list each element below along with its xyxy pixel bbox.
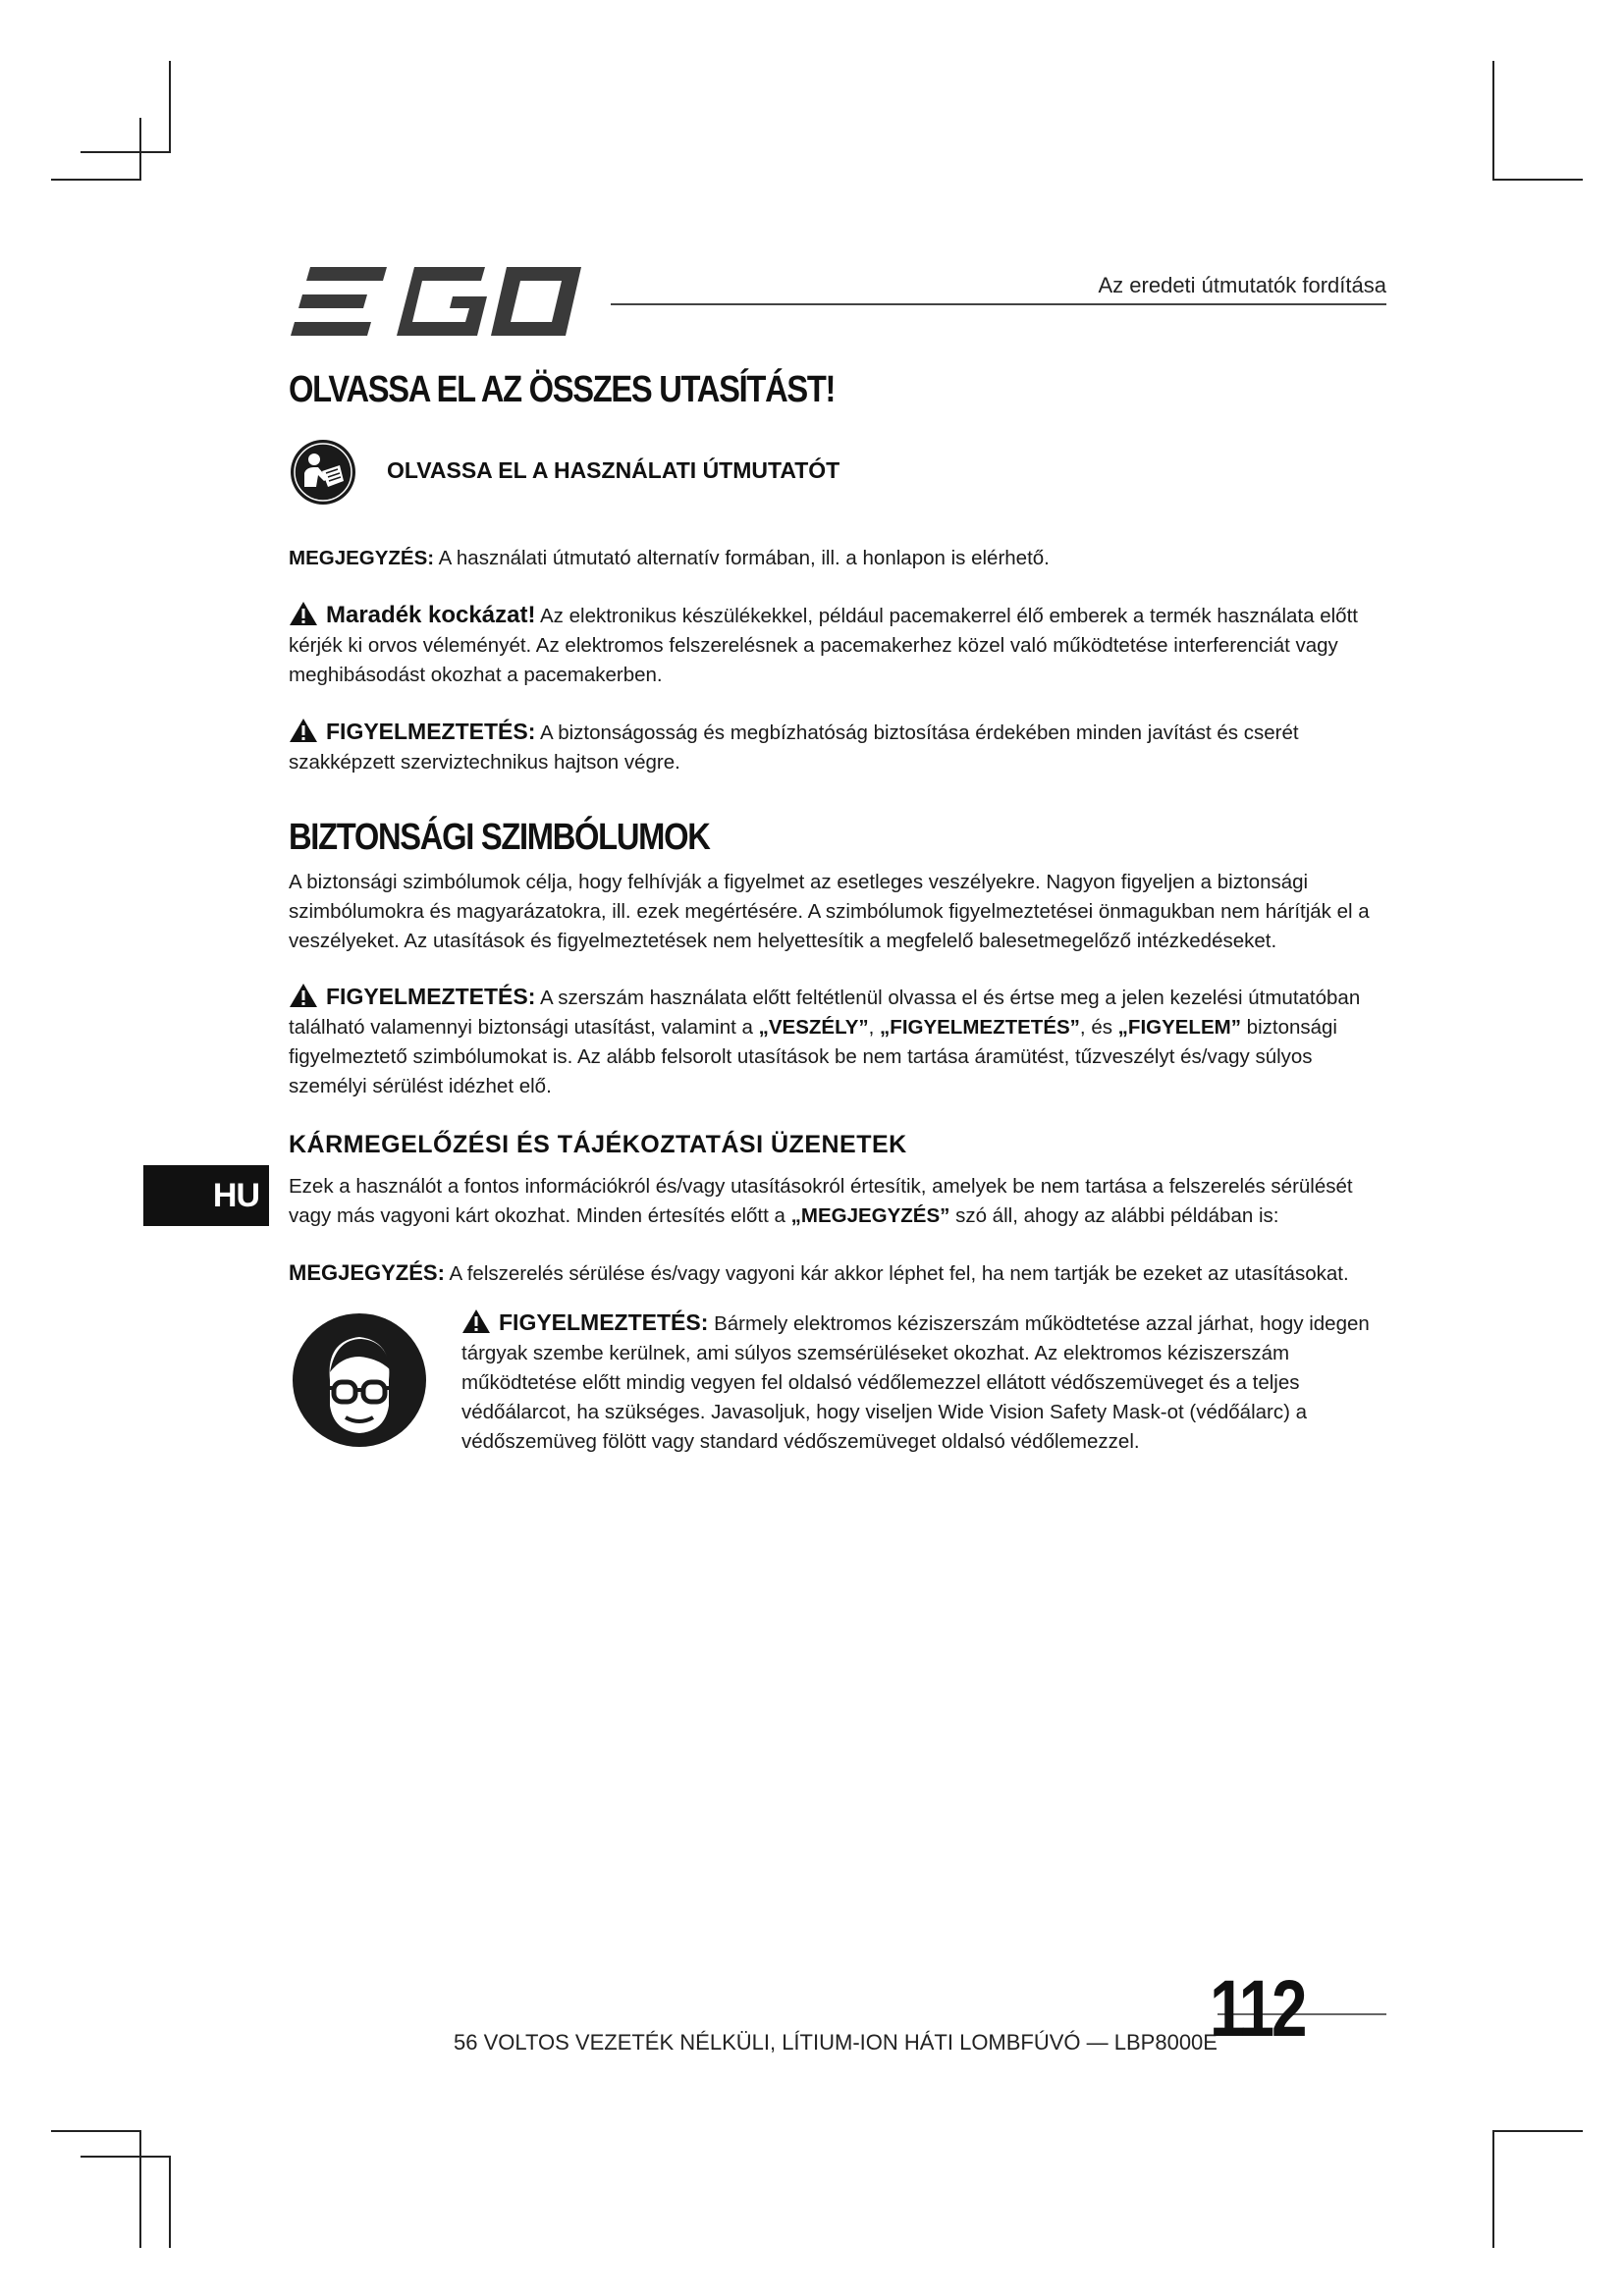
- crop-mark: [51, 2130, 141, 2132]
- section-title-read-all: OLVASSA EL AZ ÖSSZES UTASÍTÁST!: [289, 369, 836, 410]
- damage-prevention-intro: [289, 1172, 1388, 1231]
- section-title-damage-prevention: KÁRMEGELŐZÉSI ÉS TÁJÉKOZTATÁSI ÜZENETEK: [289, 1131, 907, 1158]
- crop-mark: [169, 61, 171, 153]
- page-number: 112: [1210, 1964, 1305, 2054]
- damage-intro-text-2: szó áll, ahogy az alábbi példában is:: [949, 1204, 1279, 1227]
- crop-mark: [51, 179, 141, 181]
- term-danger: „VESZÉLY”: [758, 1016, 869, 1039]
- eye-warning-paragraph: [461, 1308, 1388, 1457]
- warning-triangle-icon: [289, 718, 318, 743]
- crop-mark: [1492, 2130, 1583, 2132]
- residual-risk-label: Maradék kockázat!: [326, 602, 536, 628]
- crop-mark: [81, 2156, 171, 2158]
- symbols-warning-label: FIGYELMEZTETÉS:: [326, 984, 536, 1009]
- section-title-safety-symbols: BIZTONSÁGI SZIMBÓLUMOK: [289, 817, 710, 858]
- warning-triangle-icon: [461, 1308, 491, 1334]
- ego-logo-icon: [289, 265, 583, 338]
- symbols-warning-text-2: biztonsági figyelmeztető szimbólumokat is. Az alább felsorolt utasítások be nem tartása áramütést, tűzveszélyt és/vagy súlyos személyi sérülést idézhet elő.: [289, 1016, 1337, 1097]
- header-subtitle: Az eredeti útmutatók fordítása: [1098, 273, 1386, 297]
- crop-mark: [139, 118, 141, 179]
- term-separator: , és: [1079, 1016, 1118, 1039]
- residual-risk-paragraph: [289, 601, 1388, 690]
- footer-product-name: 56 VOLTOS VEZETÉK NÉLKÜLI, LÍTIUM-ION HÁTI LOMBFÚVÓ — LBP8000E: [454, 2030, 1218, 2055]
- eye-warning-label: FIGYELMEZTETÉS:: [499, 1309, 709, 1335]
- damage-intro-term: „MEGJEGYZÉS”: [790, 1204, 950, 1227]
- service-warning-paragraph: [289, 717, 1388, 777]
- ego-logo: [289, 265, 583, 338]
- note-paragraph: [289, 544, 1388, 573]
- note-text: A használati útmutató alternatív formában, ill. a honlapon is elérhető.: [434, 547, 1050, 569]
- crop-mark: [139, 2130, 141, 2248]
- eye-warning-text: Bármely elektromos kéziszerszám működtetése azzal járhat, hogy idegen tárgyak szembe kerülnek, ami súlyos szemsérüléseket okozhat. Az elektromos kéziszerszám működtetése előtt mindig vegyen fel oldalsó védőlemezzel ellátott védőszemüveget és a teljes védőálarcot, ha szükséges. Javasoljuk, hogy viseljen Wide Vision Safety Mask-ot (védőálarc) a védőszemüveg fölött vagy standard védőszemüveget oldalsó védőlemezzel.: [461, 1312, 1370, 1453]
- term-caution: „FIGYELEM”: [1117, 1016, 1241, 1039]
- eye-protection-icon: [291, 1311, 428, 1449]
- term-warning: „FIGYELMEZTETÉS”: [880, 1016, 1080, 1039]
- damage-note-text: A felszerelés sérülése és/vagy vagyoni kár akkor léphet fel, ha nem tartják be ezeket az utasításokat.: [444, 1262, 1349, 1285]
- crop-mark: [1492, 61, 1494, 179]
- crop-mark: [1492, 2130, 1494, 2248]
- read-manual-label: OLVASSA EL A HASZNÁLATI ÚTMUTATÓT: [387, 457, 840, 483]
- damage-note-label: MEGJEGYZÉS:: [289, 1260, 445, 1285]
- safety-symbols-intro: A biztonsági szimbólumok célja, hogy felhívják a figyelmet az esetleges veszélyekre. Nagyon figyeljen a biztonsági szimbólumokra és magyarázatokra, ill. ezek megértésére. A szimbólumok figyelmeztetései önmagukban nem hárítják el a veszélyeket. Az utasítások és figyelmeztetések nem helyettesítik a megfelelő balesetmegelőző intézkedéseket.: [289, 871, 1370, 952]
- term-separator: ,: [868, 1016, 881, 1039]
- crop-mark: [169, 2156, 171, 2248]
- damage-intro-text-1: Ezek a használót a fontos információkról és/vagy utasításokról értesítik, amelyek be nem tartása a felszerelés sérülését vagy más vagyoni kárt okozhat. Minden értesítés előtt a: [289, 1175, 1353, 1227]
- header-rule: [611, 303, 1386, 305]
- service-warning-text: A biztonságosság és megbízhatóság biztosítása érdekében minden javítást és cserét szakképzett szerviztechnikus hajtson végre.: [289, 721, 1299, 774]
- warning-triangle-icon: [289, 983, 318, 1008]
- language-tab-label: HU: [212, 1177, 259, 1214]
- service-warning-label: FIGYELMEZTETÉS:: [326, 719, 536, 744]
- damage-note-paragraph: [289, 1258, 1388, 1289]
- warning-triangle-icon: [289, 601, 318, 626]
- crop-mark: [81, 151, 171, 153]
- symbols-warning-paragraph: [289, 982, 1388, 1101]
- read-manual-icon: [289, 438, 357, 507]
- symbols-warning-text-1: A szerszám használata előtt feltétlenül olvassa el és értse meg a jelen kezelési útmutatóban található valamennyi biztonsági utasítást, valamint a: [289, 987, 1361, 1039]
- note-label: MEGJEGYZÉS:: [289, 547, 435, 569]
- crop-mark: [1492, 179, 1583, 181]
- residual-risk-text: Az elektronikus készülékekkel, például pacemakerrel élő emberek a termék használata előtt kérjék ki orvos véleményét. Az elektromos felszerelésnek a pacemakerhez közel való működtetése interferenciát vagy meghibásodást okozhat a pacemakerben.: [289, 605, 1358, 686]
